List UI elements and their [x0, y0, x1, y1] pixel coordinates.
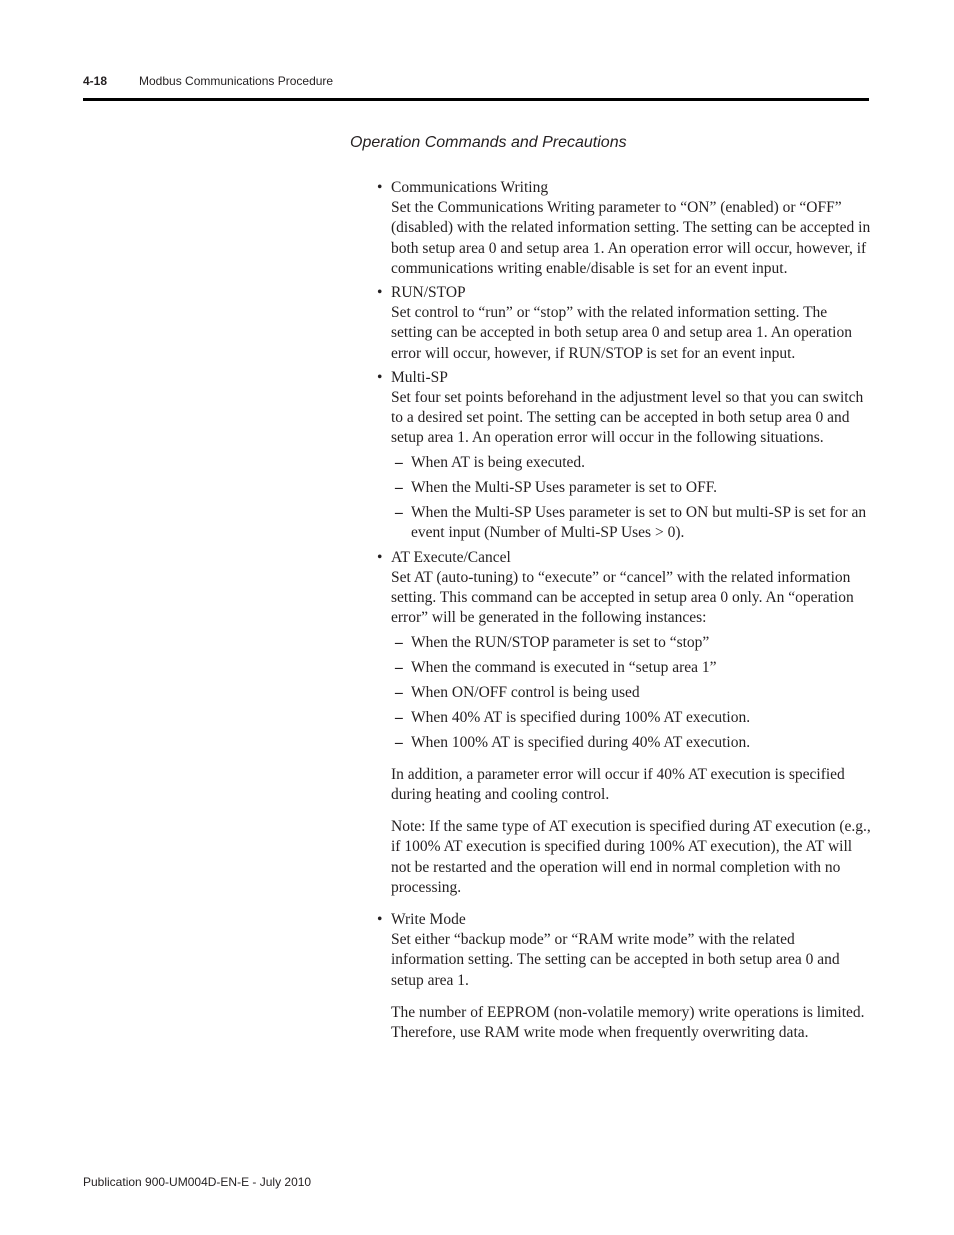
sub-list: [391, 633, 871, 753]
paragraph-note: Note: If the same type of AT execution is specified during AT execution (e.g., if 100% AT execution is specified during 100% AT execution), the AT will not be restarted and the operation will end in normal completion with no processing.: [391, 818, 871, 896]
list-item-communications-writing: [376, 178, 871, 279]
dash-marker: –: [395, 708, 403, 726]
item-title: Multi-SP: [391, 368, 448, 386]
sub-list-item: [391, 453, 871, 473]
sub-item-text: When the RUN/STOP parameter is set to “stop”: [411, 633, 710, 651]
sub-item-text: When ON/OFF control is being used: [411, 683, 640, 701]
item-title: Communications Writing: [391, 179, 549, 196]
body-content: [376, 178, 871, 1047]
sub-item-text: When 100% AT is specified during 40% AT execution.: [411, 733, 751, 751]
bullet-marker: •: [377, 284, 383, 302]
item-description: Set the Communications Writing parameter to “ON” (enabled) or “OFF” (disabled) with the related information setting. The setting can be accepted in both setup area 0 and setup area 1. An operation error will occur, however, if communications writing enable/disable is set for an event input.: [391, 199, 871, 277]
dash-marker: –: [395, 503, 403, 521]
publication-info: Publication 900-UM004D-EN-E - July 2010: [83, 1175, 312, 1189]
item-description: Set control to “run” or “stop” with the related information setting. The setting can be accepted in both setup area 0 and setup area 1. An operation error will occur, however, if RUN/STOP is set for an event input.: [391, 304, 852, 362]
command-list: [376, 178, 871, 1043]
item-description: Set either “backup mode” or “RAM write mode” with the related information setting. The setting can be accepted in both setup area 0 and setup area 1.: [391, 931, 840, 989]
list-item-write-mode: [376, 910, 871, 1043]
dash-marker: –: [395, 633, 403, 651]
item-title: AT Execute/Cancel: [391, 548, 511, 566]
sub-item-text: When AT is being executed.: [411, 453, 586, 471]
sub-list-item: [391, 478, 871, 498]
item-title: RUN/STOP: [391, 284, 466, 302]
sub-list-item: [391, 503, 871, 543]
dash-marker: –: [395, 478, 403, 496]
sub-list-item: [391, 708, 871, 728]
sub-list-item: [391, 683, 871, 703]
sub-item-text: When the Multi-SP Uses parameter is set to OFF.: [411, 478, 717, 496]
bullet-marker: •: [377, 548, 383, 566]
sub-list-item: [391, 633, 871, 653]
page-number: 4-18: [83, 74, 108, 88]
paragraph-eeprom: The number of EEPROM (non-volatile memory) write operations is limited. Therefore, use RAM write mode when frequently overwriting data.: [391, 1003, 865, 1042]
item-title: Write Mode: [391, 911, 466, 929]
dash-marker: –: [395, 658, 403, 676]
chapter-title: Modbus Communications Procedure: [139, 74, 334, 88]
sub-list: [391, 453, 871, 543]
sub-list-item: [391, 733, 871, 753]
dash-marker: –: [395, 733, 403, 751]
bullet-marker: •: [377, 179, 383, 196]
sub-item-text: When 40% AT is specified during 100% AT execution.: [411, 708, 751, 726]
list-item-run-stop: [376, 283, 871, 364]
page-footer: [83, 1175, 311, 1189]
bullet-marker: •: [377, 911, 383, 929]
sub-item-text: When the Multi-SP Uses parameter is set to ON but multi-SP is set for an event input (Number of Multi-SP Uses > 0).: [411, 503, 867, 541]
page-header: [83, 72, 869, 101]
list-item-multi-sp: [376, 368, 871, 543]
sub-list-item: [391, 658, 871, 678]
paragraph-parameter-error: In addition, a parameter error will occur if 40% AT execution is specified during heating and cooling control.: [391, 765, 845, 804]
sub-item-text: When the command is executed in “setup area 1”: [411, 658, 717, 676]
bullet-marker: •: [377, 368, 383, 386]
section-title: Operation Commands and Precautions: [350, 134, 627, 151]
list-item-at-execute-cancel: [376, 548, 871, 898]
item-description: Set four set points beforehand in the adjustment level so that you can switch to a desired set point. The setting can be accepted in both setup area 0 and setup area 1. An operation error will occur in the following situations.: [391, 389, 864, 447]
dash-marker: –: [395, 683, 403, 701]
item-description: Set AT (auto-tuning) to “execute” or “cancel” with the related information setting. This command can be accepted in setup area 0 only. An “operation error” will be generated in the following instances:: [391, 569, 854, 627]
dash-marker: –: [395, 453, 403, 471]
